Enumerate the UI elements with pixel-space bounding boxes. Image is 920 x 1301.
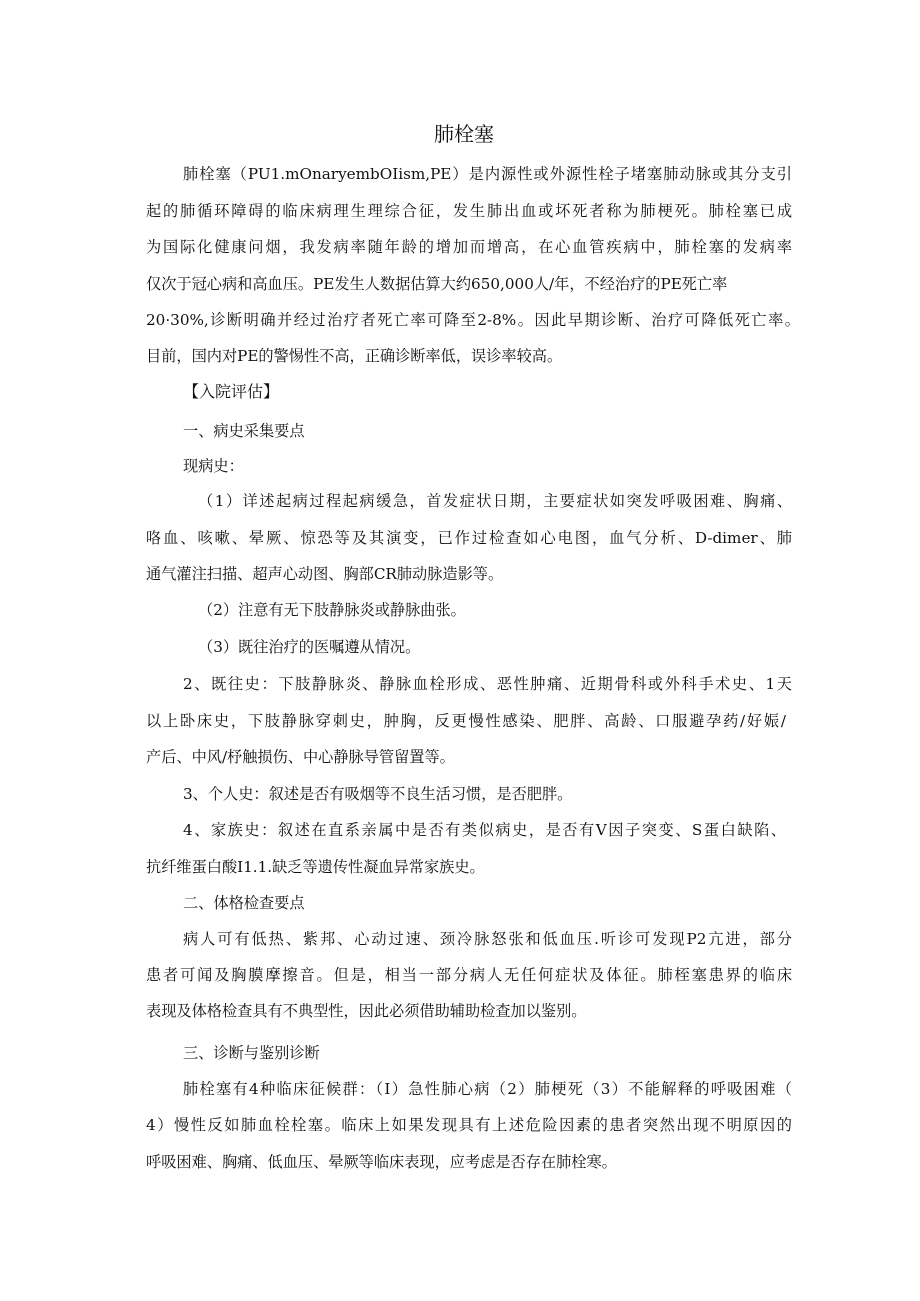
section2-heading: 二、体格检查要点 xyxy=(183,894,305,912)
text-line: 20·30%,诊断明确并经过治疗者死亡率可降至2-8%。因此早期诊断、治疗可降低死亡率。 xyxy=(146,311,800,329)
text-line: 仅次于冠心病和高血压。PE发生人数据估算大约650,000人/年，不经治疗的PE死亡率 xyxy=(146,275,728,293)
text-line: 患者可闻及胸膜摩擦音。但是，相当一部分病人无任何症状及体征。肺桎塞患界的临床 xyxy=(146,966,792,984)
text-line: 2、既往史：下肢静脉炎、静脉血栓形成、恶性肿痛、近期骨科或外科手术史、1天 xyxy=(183,675,792,693)
section3-heading: 三、诊断与鉴别诊断 xyxy=(183,1044,320,1062)
present-history-item-2: （2）注意有无下肢静脉炎或静脉曲张。 xyxy=(198,601,466,619)
text-line: 表现及体格检查具有不典型性，因此必须借助辅助检查加以鉴别。 xyxy=(146,1002,587,1020)
text-line: 目前，国内对PE的警惕性不高，正确诊断率低，误诊率较高。 xyxy=(146,347,563,365)
present-history-label: 现病史： xyxy=(183,457,244,475)
admission-heading: 【入院评估】 xyxy=(183,382,280,401)
document-title: 肺栓塞 xyxy=(434,122,494,146)
text-line: 通气灌注扫描、超声心动图、胸部CR肺动脉造影等。 xyxy=(146,565,504,583)
text-line: 为国际化健康问烟，我发病率随年龄的增加而增高，在心血管疾病中，肺栓塞的发病率 xyxy=(146,238,792,256)
text-line: 起的肺循环障碍的临床病理生理综合征，发生肺出血或坏死者称为肺梗死。肺栓塞已成 xyxy=(146,202,792,220)
present-history-item-3: （3）既往治疗的医嘱遵从情况。 xyxy=(198,638,421,656)
text-line: 以上卧床史，下肢静脉穿刺史，肿胸，反更慢性感染、肥胖、高龄、口服避孕药/好娠/ xyxy=(146,712,786,730)
personal-history: 3、个人史：叙述是否有吸烟等不良生活习惯，是否肥胖。 xyxy=(183,785,573,803)
text-line: 肺栓塞（PU1.mOnaryembOIism,PE）是内源性或外源性栓子堵塞肺动脉或其分支引 xyxy=(183,165,792,183)
section1-heading: 一、病史采集要点 xyxy=(183,422,305,440)
text-line: 产后、中风/杼触损伤、中心静脉导管留置等。 xyxy=(146,748,455,766)
text-line: 肺栓塞有4种临床征候群：（I）急性肺心病（2）肺梗死（3）不能解释的呼吸困难（ xyxy=(183,1080,792,1098)
text-line: 咯血、咳嗽、晕厥、惊恐等及其演变，已作过检查如心电图，血气分析、D-dimer、肺 xyxy=(146,529,792,547)
text-line: 病人可有低热、紫邦、心动过速、颈冷脉怒张和低血压.听诊可发现P2亢进，部分 xyxy=(183,930,792,948)
text-line: 抗纤维蛋白酸I1.1.缺乏等遗传性凝血异常家族史。 xyxy=(146,858,485,876)
text-line: 呼吸困难、胸痛、低血压、晕厥等临床表现，应考虑是否存在肺栓寒。 xyxy=(146,1153,617,1171)
text-line: 4）慢性反如肺血栓栓塞。临床上如果发现具有上述危险因素的患者突然出现不明原因的 xyxy=(146,1116,792,1134)
text-line: 4、家族史：叙述在直系亲属中是否有类似病史，是否有V因子突变、S蛋白缺陷、 xyxy=(183,821,786,839)
text-line: （1）详述起病过程起病缓急，首发症状日期，主要症状如突发呼吸困难、胸痛、 xyxy=(198,492,792,510)
